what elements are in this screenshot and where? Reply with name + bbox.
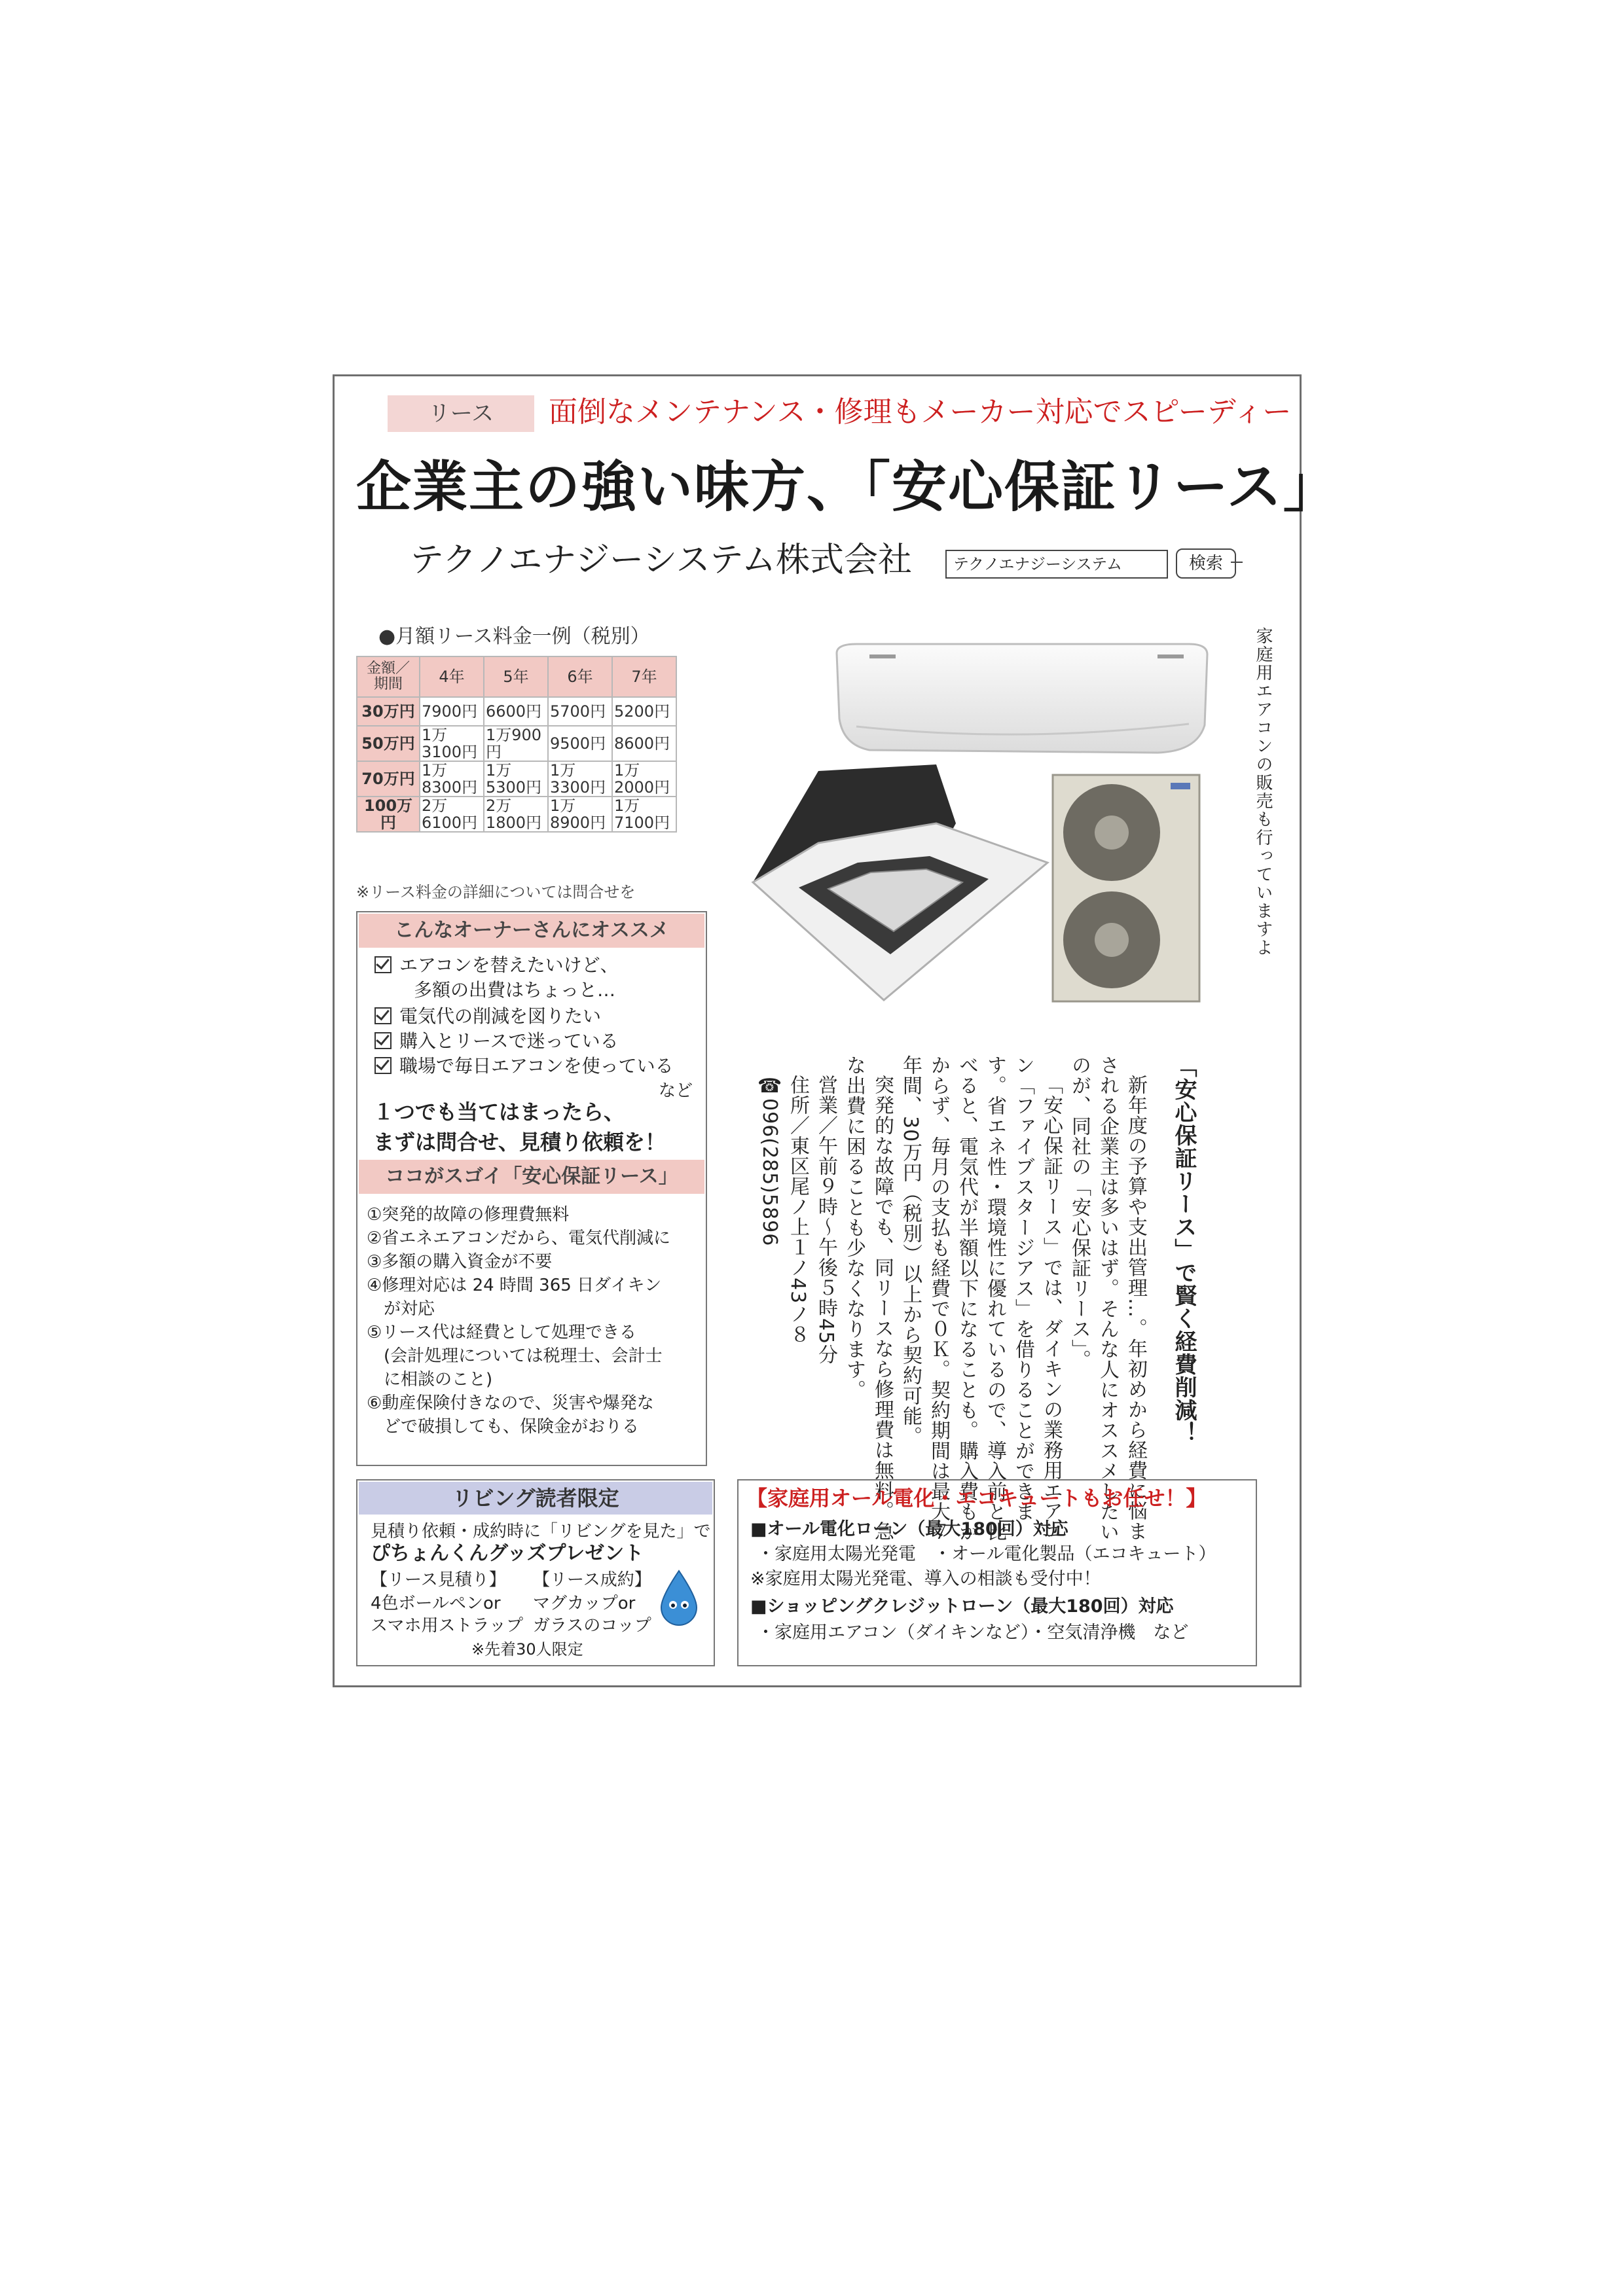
row-header: 70万円 bbox=[357, 761, 420, 797]
loan-heading: ■ショッピングクレジットローン（最大180回）対応 bbox=[750, 1596, 1174, 1617]
reader-offer-title: リビング読者限定 bbox=[359, 1482, 712, 1515]
cursor-arrow-icon bbox=[1231, 562, 1243, 563]
offer-line: 見積り依頼・成約時に「リビングを見た」で bbox=[371, 1522, 711, 1541]
table-cell: 1万8900円 bbox=[548, 797, 612, 832]
checkbox-icon bbox=[374, 1057, 392, 1074]
table-row bbox=[357, 797, 676, 832]
hours: 営業／午前９時〜午後５時45分 bbox=[814, 1075, 837, 1365]
indoor-ac-image bbox=[830, 640, 1213, 755]
search-box: テクノエナジーシステム bbox=[945, 550, 1168, 579]
table-row bbox=[357, 697, 676, 726]
row-header: 30万円 bbox=[357, 697, 420, 726]
table-cell: 2万1800円 bbox=[484, 797, 548, 832]
merit-line: ⑥動産保険付きなので、災害や爆発な bbox=[367, 1393, 654, 1413]
table-cell: 5200円 bbox=[612, 697, 676, 726]
table-cell: 1万900円 bbox=[484, 726, 548, 761]
main-title: 企業主の強い味方、「安心保証リース」 bbox=[356, 454, 1340, 519]
consult-note: ※家庭用太陽光発電、導入の相談も受付中！ bbox=[750, 1569, 1101, 1589]
table-cell: 1万5300円 bbox=[484, 761, 548, 797]
column-header: 5年 bbox=[484, 656, 548, 697]
company-name: テクノエナジーシステム株式会社 bbox=[410, 541, 913, 580]
offer-col-b-head: 【リース成約】 bbox=[533, 1570, 651, 1590]
row-header: 50万円 bbox=[357, 726, 420, 761]
recommend-suffix: など bbox=[659, 1081, 693, 1101]
column-header: 4年 bbox=[420, 656, 484, 697]
checkbox-icon bbox=[374, 1032, 392, 1049]
table-cell: 7900円 bbox=[420, 697, 484, 726]
article-heading: 「安心保証リース」で賢く経費削減！ bbox=[1171, 1055, 1197, 1444]
offer-headline: ぴちょんくんグッズプレゼント bbox=[371, 1542, 644, 1565]
merit-line: どで破損しても、保険金がおりる bbox=[367, 1417, 640, 1437]
corner-top: 金額／ bbox=[366, 660, 410, 677]
recommend-item: 購入とリースで迷っている bbox=[374, 1029, 619, 1054]
address: 住所／東区尾ノ上１ノ43ノ８ bbox=[786, 1075, 809, 1345]
recommend-item: 電気代の削減を図りたい bbox=[374, 1004, 601, 1029]
merits-title: ココがスゴイ「安心保証リース」 bbox=[359, 1160, 704, 1194]
offer-col-a-item: 4色ボールペンor bbox=[371, 1594, 501, 1613]
price-table-title: ●月額リース料金一例（税別） bbox=[378, 625, 650, 648]
price-table-note: ※リース料金の詳細については問合せを bbox=[356, 883, 636, 901]
table-row bbox=[357, 761, 676, 797]
loan-items: ・家庭用太陽光発電 ・オール電化製品（エコキュート） bbox=[757, 1544, 1216, 1564]
table-cell: 8600円 bbox=[612, 726, 676, 761]
column-header: 7年 bbox=[612, 656, 676, 697]
cassette-ac-image bbox=[740, 764, 1067, 1007]
offer-col-a-item: スマホ用ストラップ bbox=[371, 1616, 523, 1636]
table-cell: 1万3100円 bbox=[420, 726, 484, 761]
checkbox-icon bbox=[374, 956, 392, 973]
merit-line: ③多額の購入資金が不要 bbox=[367, 1252, 553, 1272]
loan-items: ・家庭用エアコン（ダイキンなど）・空気清浄機 など bbox=[757, 1623, 1189, 1643]
article-paragraph: 突発的な故障でも、同リースなら修理費は無料。急な出費に困ることも少なくなります。 bbox=[843, 1055, 894, 1541]
table-row bbox=[357, 726, 676, 761]
offer-limit: ※先着30人限定 bbox=[471, 1640, 583, 1659]
offer-col-b-item: マグカップor bbox=[533, 1594, 636, 1613]
recommend-item-cont: 多額の出費はちょっと… bbox=[414, 979, 616, 1001]
column-header: 6年 bbox=[548, 656, 612, 697]
recommend-title: こんなオーナーさんにオススメ bbox=[359, 914, 704, 948]
corner-bottom: 期間 bbox=[373, 676, 403, 692]
electrification-title: 【家庭用オール電化・エコキュートもお任せ！】 bbox=[746, 1486, 1207, 1511]
table-cell: 5700円 bbox=[548, 697, 612, 726]
recommend-item: エアコンを替えたいけど、 bbox=[374, 953, 619, 978]
loan-heading: ■オール電化ローン（最大180回）対応 bbox=[750, 1519, 1068, 1539]
offer-col-a-head: 【リース見積り】 bbox=[371, 1570, 506, 1590]
table-cell: 9500円 bbox=[548, 726, 612, 761]
headline: 面倒なメンテナンス・修理もメーカー対応でスピーディー bbox=[549, 395, 1292, 429]
recommend-item: 職場で毎日エアコンを使っている bbox=[374, 1054, 674, 1079]
merit-line: が対応 bbox=[367, 1299, 435, 1319]
table-cell: 1万8300円 bbox=[420, 761, 484, 797]
side-note: 家庭用エアコンの販売も行っていますよ bbox=[1253, 627, 1273, 957]
article-paragraph: 「安心保証リース」では、ダイキンの業務用エアコン「ファイブスタージアス」を借りることができます。省エネ性・環境性に優れているので、導入前と比べると、電気代が半額以下になることも。購入費もかからず、毎月の支払も経費で０Ｋ。契約期間は最大７年間、30万円（税別）以上から契約可能。 bbox=[899, 1055, 1063, 1542]
phone-number: ☎096(285)5896 bbox=[758, 1075, 781, 1247]
merit-line: (会計処理については税理士、会計士 bbox=[367, 1346, 663, 1366]
price-table bbox=[356, 656, 677, 833]
table-cell: 2万6100円 bbox=[420, 797, 484, 832]
table-cell: 1万3300円 bbox=[548, 761, 612, 797]
merit-line: ⑤リース代は経費として処理できる bbox=[367, 1323, 637, 1342]
merit-line: ①突発的故障の修理費無料 bbox=[367, 1205, 570, 1225]
merit-line: に相談のこと) bbox=[367, 1370, 493, 1390]
search-button: 検索 bbox=[1176, 548, 1236, 579]
table-cell: 6600円 bbox=[484, 697, 548, 726]
table-cell: 1万7100円 bbox=[612, 797, 676, 832]
mascot-drop-icon bbox=[656, 1570, 702, 1628]
merit-line: ④修理対応は 24 時間 365 日ダイキン bbox=[367, 1276, 662, 1295]
category-tag: リース bbox=[388, 395, 534, 432]
merit-line: ②省エネエアコンだから、電気代削減に bbox=[367, 1229, 671, 1248]
checkbox-icon bbox=[374, 1007, 392, 1024]
article-paragraph: 新年度の予算や支出管理…。年初めから経費に悩まされる企業主は多いはず。そんな人にオススメしたいのが、同社の「安心保証リース」。 bbox=[1068, 1055, 1147, 1542]
table-cell: 1万2000円 bbox=[612, 761, 676, 797]
row-header: 100万円 bbox=[357, 797, 420, 832]
article bbox=[756, 1055, 1197, 1552]
callout-text: １つでも当てはまったら、 まずは問合せ、見積り依頼を！ bbox=[373, 1100, 666, 1155]
table-corner-cell bbox=[357, 656, 420, 697]
outdoor-unit-image bbox=[1049, 772, 1203, 1005]
offer-col-b-item: ガラスのコップ bbox=[533, 1616, 651, 1636]
